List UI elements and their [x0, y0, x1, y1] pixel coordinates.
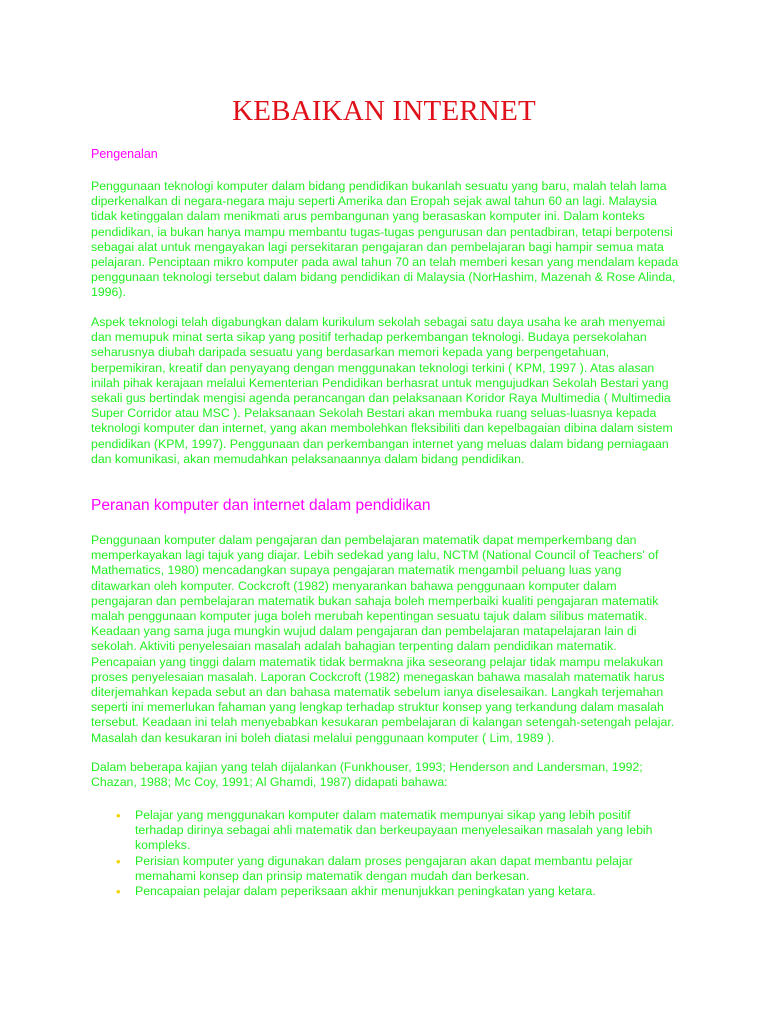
bullet-icon: •: [116, 884, 121, 900]
section-heading-pengenalan: Pengenalan: [91, 147, 158, 161]
list-item: [91, 808, 681, 854]
paragraph-intro-1: Penggunaan teknologi komputer dalam bidang pendidikan bukanlah sesuatu yang baru, malah telah lama diperkenalkan di negara-negara maju seperti Amerika dan Eropah sejak awal tahun 60 an lagi. Malaysia tidak ketinggalan dalam menikmati arus pembangunan yang berasaskan komputer ini. Dalam konteks pendidikan, ia bukan hanya mampu membantu tugas-tugas pengurusan dan pentadbiran, tetapi berpotensi sebagai alat untuk mengayakan lagi persekitaran pengajaran dan pembelajaran bagi hampir semua mata pelajaran. Penciptaan mikro komputer pada awal tahun 70 an telah memberi kesan yang mendalam kepada penggunaan teknologi tersebut dalam bidang pendidikan di Malaysia (NorHashim, Mazenah & Rose Alinda, 1996).: [91, 179, 679, 300]
bullet-icon: •: [116, 808, 121, 823]
list-item-text: Perisian komputer yang digunakan dalam proses pengajaran akan dapat membantu pelajar memahami konsep dan prinsip matematik dengan mudah dan berkesan.: [135, 853, 633, 883]
findings-list: [91, 808, 681, 899]
list-item: [91, 884, 681, 899]
paragraph-peranan-1: Penggunaan komputer dalam pengajaran dan pembelajaran matematik dapat memperkembang dan memperkayakan lagi tajuk yang diajar. Lebih sedekad yang lalu, NCTM (National Council of Teachers' of Mathematics, 1980) mencadangkan supaya pengajaran matematik mengambil peluang luas yang ditawarkan oleh komputer. Cockcroft (1982) menyarankan bahawa penggunaan komputer dalam pengajaran dan pembelajaran matematik bukan sahaja boleh memperbaiki kualiti pengajaran matematik malah penggunaan komputer juga boleh merubah kepentingan sesuatu tajuk dalam silibus matematik. Keadaan yang sama juga mungkin wujud dalam pengajaran dan pembelajaran matapelajaran lain di sekolah. Aktiviti penyelesaian masalah adalah bahagian terpenting dalam pendidikan matematik. Pencapaian yang tinggi dalam matematik tidak bermakna jika seseorang pelajar tidak mampu melakukan proses penyelesaian masalah. Laporan Cockcroft (1982) menegaskan bahawa masalah matematik harus diterjemahkan kepada sebut an dan bahasa matematik sebelum ianya diselesaikan. Langkah terjemahan seperti ini memerlukan fahaman yang lengkap terhadap struktur konsep yang terkandung dalam masalah tersebut. Keadaan ini telah menyebabkan kesukaran pembelajaran di kalangan setengah-setengah pelajar. Masalah dan kesukaran ini boleh diatasi melalui penggunaan komputer ( Lim, 1989 ).: [91, 533, 675, 745]
list-item-text: Pelajar yang menggunakan komputer dalam matematik mempunyai sikap yang lebih positif terhadap dirinya sebagai ahli matematik dan berkeupayaan menyelesaikan masalah yang lebih kompleks.: [135, 808, 653, 853]
paragraph-intro-2: Aspek teknologi telah digabungkan dalam kurikulum sekolah sebagai satu daya usaha ke arah menyemai dan memupuk minat serta sikap yang positif terhadap perkembangan teknologi. Budaya persekolahan seharusnya diubah daripada sesuatu yang berdasarkan memori kepada yang berpengetahuan, berpemikiran, kreatif dan penyayang dengan menggunakan teknologi terkini ( KPM, 1997 ). Atas alasan inilah pihak kerajaan melalui Kementerian Pendidikan berhasrat untuk mengujudkan Sekolah Bestari yang sekali gus bertindak mengisi agenda perancangan dan pelaksanaan Koridor Raya Multimedia ( Multimedia Super Corridor atau MSC ). Pelaksanaan Sekolah Bestari akan membuka ruang seluas-luasnya kepada teknologi komputer dan internet, yang akan membolehkan fleksibiliti dan kepelbagaian dibina dalam sistem pendidikan (KPM, 1997). Penggunaan dan perkembangan internet yang meluas dalam bidang perniagaan dan komunikasi, akan memudahkan pelaksanaannya dalam bidang pendidikan.: [91, 315, 673, 466]
list-item-text: Pencapaian pelajar dalam peperiksaan akhir menunjukkan peningkatan yang ketara.: [135, 884, 596, 899]
list-item: [91, 854, 681, 884]
paragraph-peranan-2: Dalam beberapa kajian yang telah dijalankan (Funkhouser, 1993; Henderson and Landersman, 1992; Chazan, 1988; Mc Coy, 1991; Al Ghamdi, 1987) didapati bahawa:: [91, 760, 643, 790]
document-title: KEBAIKAN INTERNET: [232, 95, 536, 127]
bullet-icon: •: [116, 853, 121, 869]
section-heading-peranan: Peranan komputer dan internet dalam pendidikan: [91, 497, 431, 514]
